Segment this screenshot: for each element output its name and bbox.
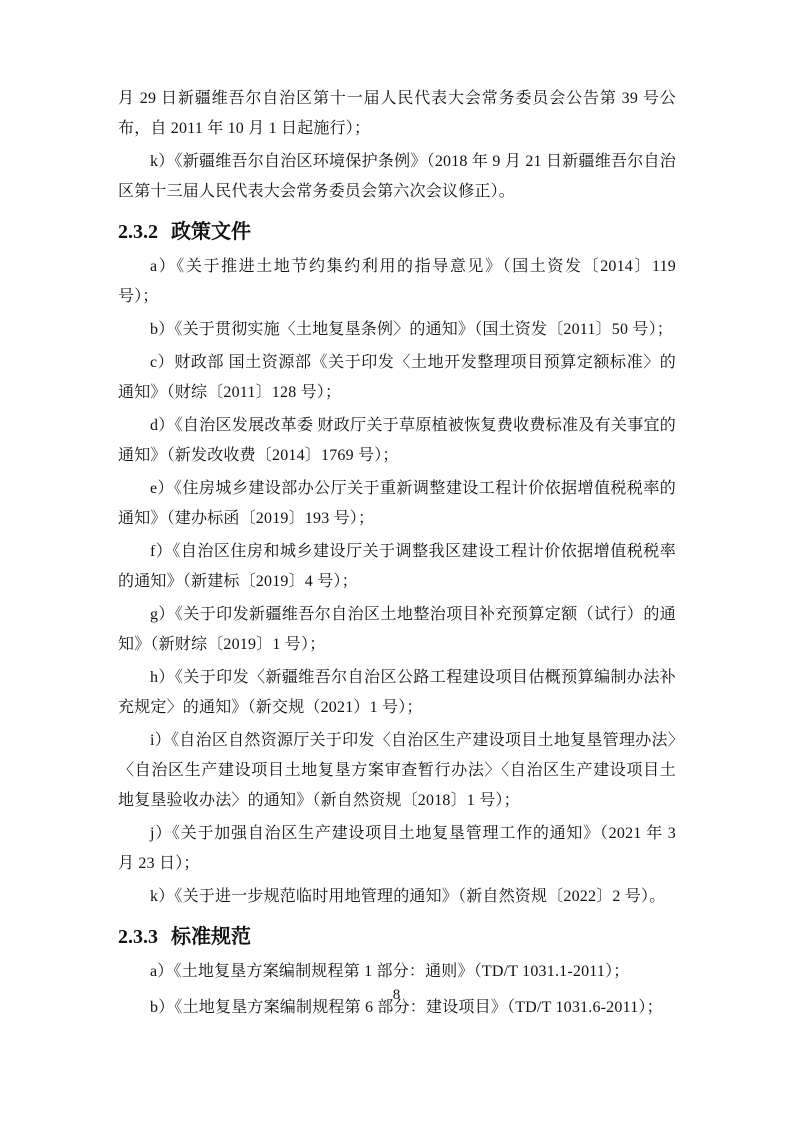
- heading-number: 2.3.3: [118, 926, 158, 948]
- list-paragraph: i）《自治区自然资源厅关于印发〈自治区生产建设项目土地复垦管理办法〉〈自治区生产建设项目土地复垦方案审查暂行办法〉〈自治区生产建设项目土地复垦验收办法〉的通知》（新自然资规〔2018〕1 号）；: [118, 732, 676, 809]
- list-paragraph: b）《关于贯彻实施〈土地复垦条例〉的通知》（国土资发〔2011〕50 号）；: [150, 321, 674, 338]
- list-paragraph: f）《自治区住房和城乡建设厅关于调整我区建设工程计价依据增值税税率的通知》（新建标〔2019〕4 号）；: [118, 543, 676, 590]
- heading-title: 标准规范: [171, 926, 251, 948]
- continuation-paragraph: 月 29 日新疆维吾尔自治区第十一届人民代表大会常务委员会公告第 39 号公布，自 2011 年 10 月 1 日起施行）；: [118, 90, 676, 137]
- list-paragraph: d）《自治区发展改革委 财政厅关于草原植被恢复费收费标准及有关事宜的通知》（新发改收费〔2014〕1769 号）；: [118, 417, 676, 464]
- list-paragraph: e）《住房城乡建设部办公厅关于重新调整建设工程计价依据增值税税率的通知》（建办标函〔2019〕193 号）；: [118, 480, 676, 527]
- heading-title: 政策文件: [171, 221, 251, 243]
- section-heading-2-3-3: [118, 920, 676, 954]
- list-paragraph: b）《土地复垦方案编制规程第 6 部分：建设项目》（TD/T 1031.6-2011）；: [150, 999, 663, 1016]
- section-heading-2-3-2: [118, 215, 676, 249]
- list-paragraph: h）《关于印发〈新疆维吾尔自治区公路工程建设项目估概预算编制办法补充规定〉的通知》（新交规（2021）1 号）；: [118, 669, 676, 716]
- heading-number: 2.3.2: [118, 221, 158, 243]
- list-paragraph: k）《关于进一步规范临时用地管理的通知》（新自然资规〔2022〕2 号）。: [150, 888, 666, 905]
- page-number: 8: [392, 987, 401, 1003]
- page-body: [118, 84, 676, 1029]
- list-paragraph: a）《关于推进土地节约集约利用的指导意见》（国土资发〔2014〕119 号）；: [118, 258, 676, 305]
- list-paragraph: c）财政部 国土资源部《关于印发〈土地开发整理项目预算定额标准〉的通知》（财综〔2011〕128 号）；: [118, 354, 676, 401]
- list-paragraph: a）《土地复垦方案编制规程第 1 部分：通则》（TD/T 1031.1-2011）；: [150, 963, 630, 980]
- list-paragraph: k）《新疆维吾尔自治区环境保护条例》（2018 年 9 月 21 日新疆维吾尔自治区第十三届人民代表大会常务委员会第六次会议修正）。: [118, 153, 676, 200]
- list-paragraph: g）《关于印发新疆维吾尔自治区土地整治项目补充预算定额（试行）的通知》（新财综〔2019〕1 号）；: [118, 606, 676, 653]
- list-paragraph: j）《关于加强自治区生产建设项目土地复垦管理工作的通知》（2021 年 3 月 23 日）；: [118, 825, 676, 872]
